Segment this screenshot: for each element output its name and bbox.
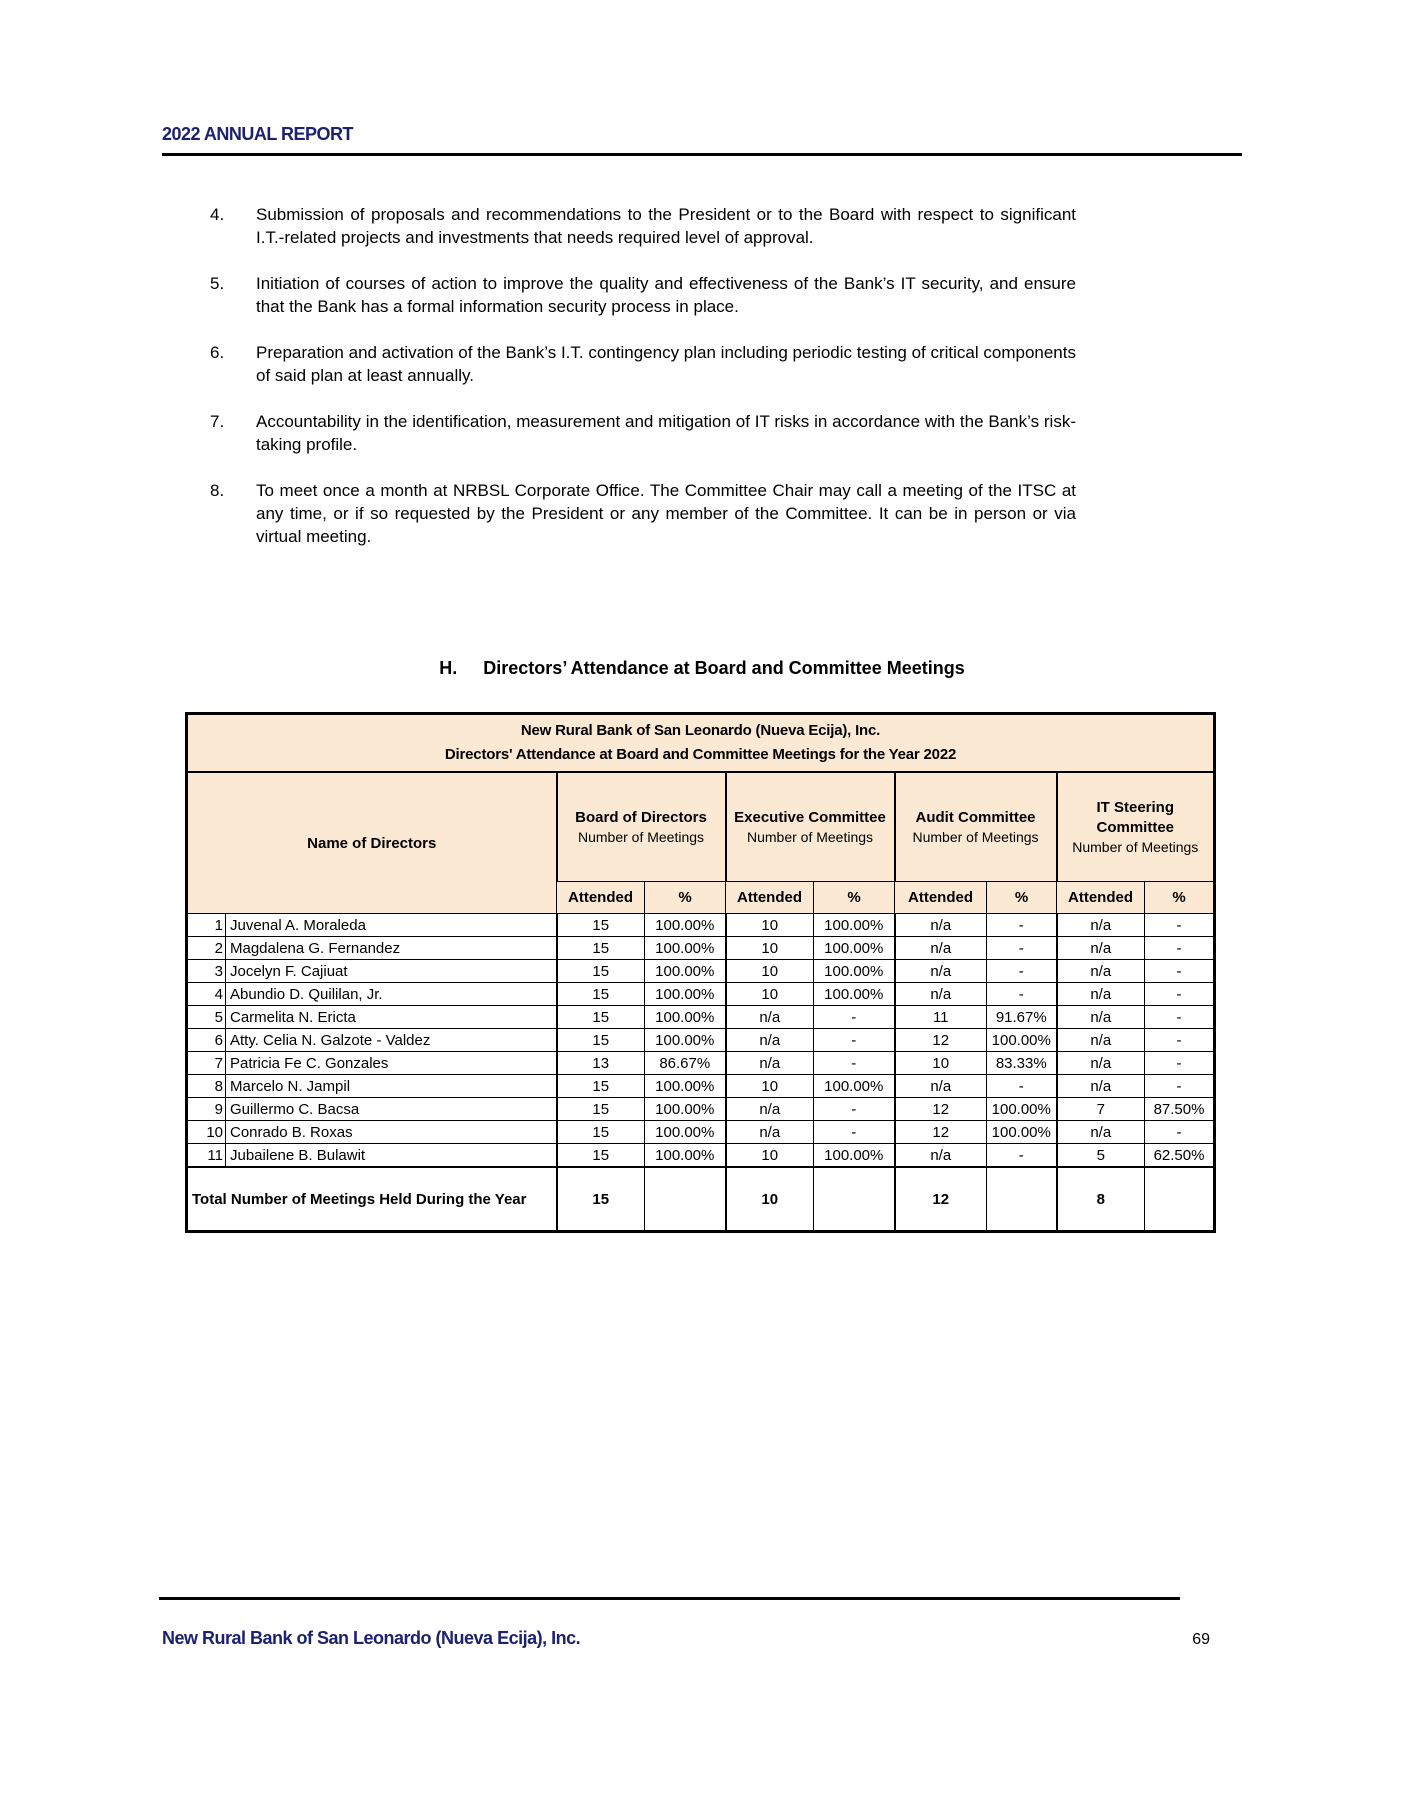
director-row-number: 10 <box>187 1121 226 1144</box>
attendance-value: 100.00% <box>814 960 895 983</box>
attendance-value: - <box>814 1121 895 1144</box>
attendance-value: 15 <box>557 983 645 1006</box>
table-title-line1: New Rural Bank of San Leonardo (Nueva Ecija), Inc. <box>520 722 881 739</box>
attendance-value: n/a <box>726 1006 814 1029</box>
attendance-value: 7 <box>1057 1098 1145 1121</box>
attendance-value: 100.00% <box>645 1144 726 1168</box>
section-letter: H. <box>439 658 458 678</box>
percent-header: % <box>987 882 1057 914</box>
attendance-value: 15 <box>557 1029 645 1052</box>
attendance-value: - <box>814 1098 895 1121</box>
director-row-number: 3 <box>187 960 226 983</box>
attendance-value: 15 <box>557 1075 645 1098</box>
list-item-number: 4. <box>210 205 225 224</box>
attendance-table <box>185 712 1216 1233</box>
director-name: Juvenal A. Moraleda <box>226 914 557 937</box>
attendance-value: 100.00% <box>987 1121 1057 1144</box>
attendance-value: 83.33% <box>987 1052 1057 1075</box>
list-item-text: To meet once a month at NRBSL Corporate Office. The Committee Chair may call a meeting of the ITSC at any time, or if so requested by the President or any member of the Committee. It can be in person or via virtual meeting. <box>256 481 1076 546</box>
attendance-value: n/a <box>1057 914 1145 937</box>
attendance-value: 100.00% <box>645 983 726 1006</box>
table-row <box>187 1144 1215 1168</box>
attendance-value: 100.00% <box>645 1075 726 1098</box>
percent-header: % <box>645 882 726 914</box>
attendance-value: 10 <box>726 937 814 960</box>
table-row <box>187 1098 1215 1121</box>
column-header-audit-committee <box>895 772 1057 882</box>
director-row-number: 11 <box>187 1144 226 1168</box>
director-row-number: 9 <box>187 1098 226 1121</box>
attendance-value: 100.00% <box>814 1144 895 1168</box>
attendance-value: n/a <box>1057 1006 1145 1029</box>
director-row-number: 7 <box>187 1052 226 1075</box>
attendance-value: - <box>1145 937 1215 960</box>
attendance-value: 15 <box>557 960 645 983</box>
attendance-value: n/a <box>895 937 987 960</box>
attendance-value: - <box>814 1029 895 1052</box>
attendance-value: 62.50% <box>1145 1144 1215 1168</box>
director-name: Marcelo N. Jampil <box>226 1075 557 1098</box>
footer-divider <box>159 1597 1180 1600</box>
attendance-value: - <box>1145 960 1215 983</box>
director-row-number: 4 <box>187 983 226 1006</box>
attendance-value: n/a <box>1057 960 1145 983</box>
list-item-text: Accountability in the identification, measurement and mitigation of IT risks in accordance with the Bank’s risk-taking profile. <box>256 412 1076 454</box>
total-value: 12 <box>895 1167 987 1232</box>
section-title: Directors’ Attendance at Board and Committee Meetings <box>483 658 965 678</box>
table-row <box>187 1006 1215 1029</box>
table-row <box>187 937 1215 960</box>
table-row <box>187 983 1215 1006</box>
attendance-value: 12 <box>895 1029 987 1052</box>
attendance-value: - <box>987 937 1057 960</box>
director-name: Guillermo C. Bacsa <box>226 1098 557 1121</box>
report-title: 2022 ANNUAL REPORT <box>162 124 354 144</box>
page-number: 69 <box>1192 1631 1210 1648</box>
table-title-row <box>187 714 1215 773</box>
attendance-value: 12 <box>895 1098 987 1121</box>
report-header <box>162 124 1242 156</box>
table-row <box>187 1121 1215 1144</box>
attendance-value: - <box>1145 1075 1215 1098</box>
attendance-value: 86.67% <box>645 1052 726 1075</box>
attendance-value: n/a <box>1057 1052 1145 1075</box>
column-header-name: Name of Directors <box>187 772 557 914</box>
attendance-value: 100.00% <box>645 1006 726 1029</box>
table-title <box>187 714 1215 773</box>
attendance-value: - <box>987 1144 1057 1168</box>
attendance-value: n/a <box>895 1144 987 1168</box>
attendance-value: 100.00% <box>814 914 895 937</box>
attendance-value: 10 <box>726 914 814 937</box>
attendance-value: - <box>1145 1006 1215 1029</box>
attendance-value: 13 <box>557 1052 645 1075</box>
attendance-value: n/a <box>1057 1121 1145 1144</box>
attendance-value: 10 <box>726 960 814 983</box>
numbered-list <box>210 203 1076 571</box>
total-value <box>814 1167 895 1232</box>
attendance-value: - <box>1145 1052 1215 1075</box>
list-item-text: Initiation of courses of action to improve the quality and effectiveness of the Bank’s IT security, and ensure that the Bank has a formal information security process in place. <box>256 274 1076 316</box>
director-name: Jubailene B. Bulawit <box>226 1144 557 1168</box>
table-title-line2: Directors' Attendance at Board and Committee Meetings for the Year 2022 <box>444 746 957 763</box>
total-value <box>987 1167 1057 1232</box>
attendance-value: 100.00% <box>645 937 726 960</box>
attended-header: Attended <box>557 882 645 914</box>
attendance-value: - <box>1145 914 1215 937</box>
director-row-number: 2 <box>187 937 226 960</box>
attendance-value: 10 <box>895 1052 987 1075</box>
attendance-value: 11 <box>895 1006 987 1029</box>
table-total-row <box>187 1167 1215 1232</box>
attendance-value: 15 <box>557 1098 645 1121</box>
percent-header: % <box>1145 882 1215 914</box>
attendance-value: - <box>814 1006 895 1029</box>
attendance-value: n/a <box>726 1029 814 1052</box>
table-row <box>187 1075 1215 1098</box>
attendance-value: n/a <box>1057 1075 1145 1098</box>
total-value: 15 <box>557 1167 645 1232</box>
total-label: Total Number of Meetings Held During the Year <box>187 1167 557 1232</box>
section-heading <box>162 658 1242 679</box>
list-item-number: 6. <box>210 343 225 362</box>
director-name: Atty. Celia N. Galzote - Valdez <box>226 1029 557 1052</box>
attendance-value: n/a <box>726 1052 814 1075</box>
attendance-value: n/a <box>895 914 987 937</box>
attendance-value: 15 <box>557 937 645 960</box>
attendance-value: 100.00% <box>987 1029 1057 1052</box>
attendance-value: n/a <box>895 1075 987 1098</box>
committee-name: IT Steering Committee <box>1096 798 1175 836</box>
total-value: 8 <box>1057 1167 1145 1232</box>
attendance-value: - <box>987 1075 1057 1098</box>
table-row <box>187 914 1215 937</box>
attended-header: Attended <box>1057 882 1145 914</box>
director-name: Jocelyn F. Cajiuat <box>226 960 557 983</box>
total-value: 10 <box>726 1167 814 1232</box>
attendance-value: 87.50% <box>1145 1098 1215 1121</box>
attendance-value: n/a <box>1057 1029 1145 1052</box>
list-item-text: Preparation and activation of the Bank’s I.T. contingency plan including periodic testing of critical components of said plan at least annually. <box>256 343 1076 385</box>
list-item-number: 5. <box>210 274 225 293</box>
director-name: Carmelita N. Ericta <box>226 1006 557 1029</box>
attendance-value: 10 <box>726 1144 814 1168</box>
director-name: Patricia Fe C. Gonzales <box>226 1052 557 1075</box>
attendance-value: 100.00% <box>645 914 726 937</box>
list-item <box>210 341 1076 387</box>
committee-subtitle: Number of Meetings <box>577 828 705 845</box>
attendance-value: - <box>814 1052 895 1075</box>
attendance-value: 15 <box>557 1121 645 1144</box>
director-row-number: 1 <box>187 914 226 937</box>
director-name: Conrado B. Roxas <box>226 1121 557 1144</box>
attendance-value: 100.00% <box>814 983 895 1006</box>
footer-bank-name: New Rural Bank of San Leonardo (Nueva Ecija), Inc. <box>162 1628 581 1648</box>
list-item <box>210 203 1076 249</box>
attendance-value: - <box>987 914 1057 937</box>
director-row-number: 8 <box>187 1075 226 1098</box>
committee-name: Audit Committee <box>915 808 1036 826</box>
attendance-value: - <box>1145 983 1215 1006</box>
committee-subtitle: Number of Meetings <box>1072 838 1199 855</box>
table-row <box>187 1052 1215 1075</box>
attended-header: Attended <box>895 882 987 914</box>
attended-header: Attended <box>726 882 814 914</box>
attendance-value: n/a <box>726 1121 814 1144</box>
attendance-value: n/a <box>895 983 987 1006</box>
list-item-text: Submission of proposals and recommendations to the President or to the Board with respect to significant I.T.-related projects and investments that needs required level of approval. <box>256 205 1076 247</box>
table-row <box>187 960 1215 983</box>
attendance-value: 15 <box>557 914 645 937</box>
page-footer <box>162 1628 1238 1649</box>
attendance-value: 12 <box>895 1121 987 1144</box>
attendance-value: 15 <box>557 1144 645 1168</box>
attendance-value: n/a <box>895 960 987 983</box>
attendance-value: 100.00% <box>814 1075 895 1098</box>
committee-subtitle: Number of Meetings <box>912 828 1039 845</box>
attendance-value: 100.00% <box>645 1029 726 1052</box>
table-committee-header-row <box>187 772 1215 882</box>
director-row-number: 5 <box>187 1006 226 1029</box>
attendance-value: n/a <box>1057 937 1145 960</box>
list-item-number: 7. <box>210 412 225 431</box>
attendance-value: - <box>1145 1121 1215 1144</box>
committee-name: Executive Committee <box>734 808 886 826</box>
director-row-number: 6 <box>187 1029 226 1052</box>
attendance-value: 15 <box>557 1006 645 1029</box>
attendance-value: 91.67% <box>987 1006 1057 1029</box>
committee-name: Board of Directors <box>575 808 707 826</box>
committee-subtitle: Number of Meetings <box>746 828 874 845</box>
attendance-value: 10 <box>726 983 814 1006</box>
column-header-executive-committee <box>726 772 895 882</box>
attendance-value: 100.00% <box>645 1121 726 1144</box>
attendance-value: 10 <box>726 1075 814 1098</box>
attendance-value: n/a <box>726 1098 814 1121</box>
percent-header: % <box>814 882 895 914</box>
column-header-board-of-directors <box>557 772 726 882</box>
list-item <box>210 272 1076 318</box>
table-row <box>187 1029 1215 1052</box>
list-item <box>210 410 1076 456</box>
attendance-value: - <box>987 960 1057 983</box>
director-name: Abundio D. Quililan, Jr. <box>226 983 557 1006</box>
column-header-it-steering-committee <box>1057 772 1215 882</box>
attendance-value: 5 <box>1057 1144 1145 1168</box>
attendance-value: - <box>1145 1029 1215 1052</box>
attendance-value: 100.00% <box>645 1098 726 1121</box>
list-item <box>210 479 1076 548</box>
attendance-value: - <box>987 983 1057 1006</box>
total-value <box>1145 1167 1215 1232</box>
attendance-value: 100.00% <box>987 1098 1057 1121</box>
attendance-value: 100.00% <box>645 960 726 983</box>
total-value <box>645 1167 726 1232</box>
list-item-number: 8. <box>210 481 225 500</box>
director-name: Magdalena G. Fernandez <box>226 937 557 960</box>
attendance-value: 100.00% <box>814 937 895 960</box>
attendance-value: n/a <box>1057 983 1145 1006</box>
